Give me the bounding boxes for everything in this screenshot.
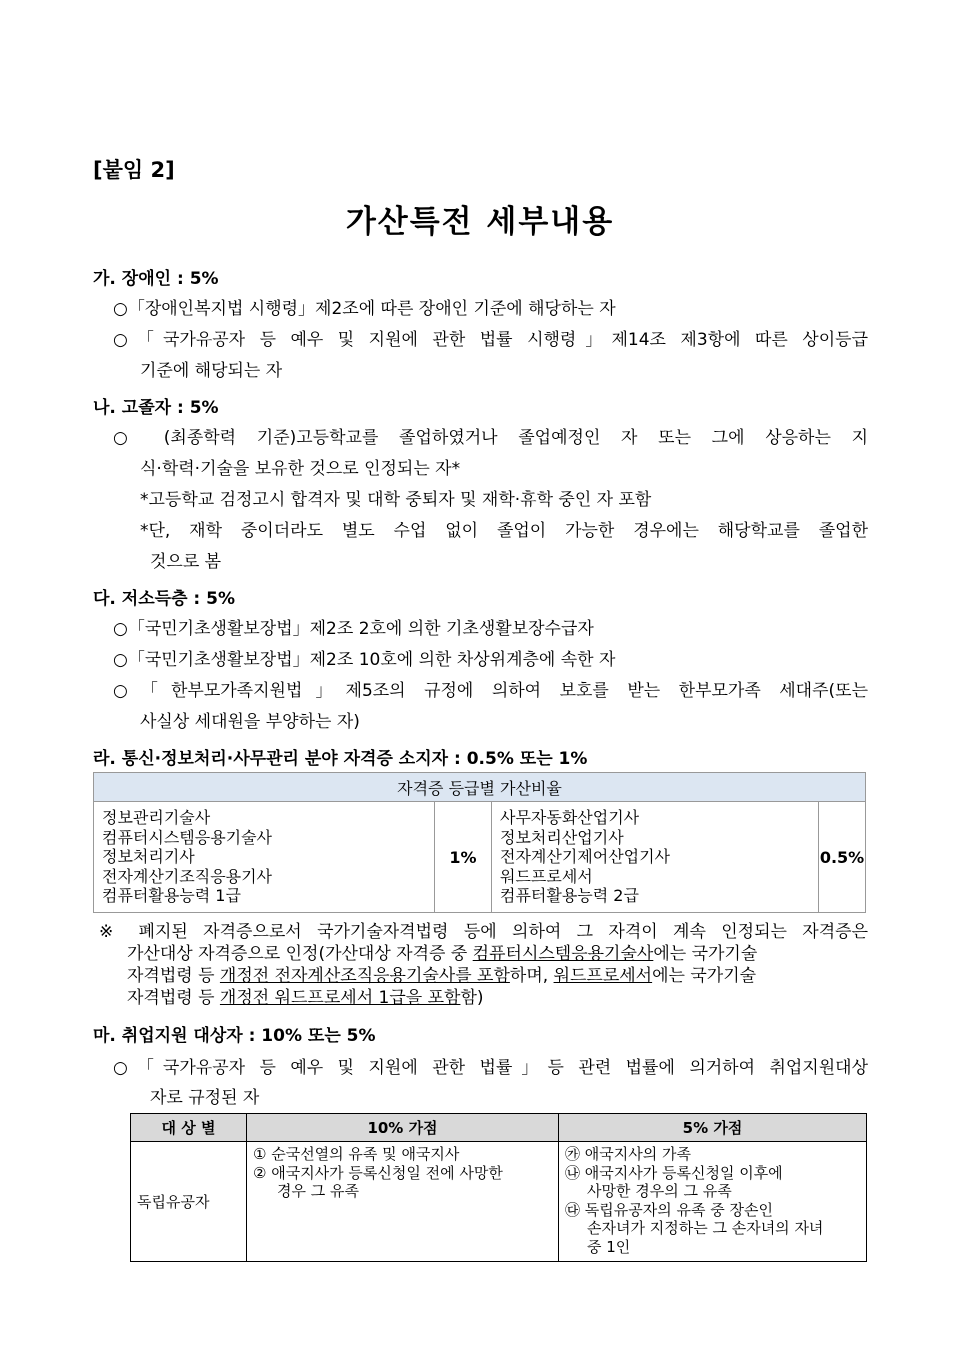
section-disabled-heading: 가. 장애인 : 5% [93,269,219,289]
note-line: 자격법령 등 개정전 전자계산조직응용기술사를 포함하며, 워드프로세서에는 국가기술 [127,966,757,986]
list-item: ○ (최종학력 기준)고등학교를 졸업하였거나 졸업예정인 자 또는 그에 상응하는 지 [113,428,868,448]
list-item-continuation: 기준에 해당되는 자 [140,361,283,381]
list-item: ○「국민기초생활보장법」제2조 10호에 의한 차상위계층에 속한 자 [113,650,616,670]
list-item: 사무자동화산업기사 [500,808,640,828]
certificate-list-05pct [492,802,819,913]
list-item: ○「국민기초생활보장법」제2조 2호에 의한 기초생활보장수급자 [113,619,594,639]
section-highschool-heading: 나. 고졸자 : 5% [93,398,219,418]
section-low-income-heading: 다. 저소득층 : 5% [93,589,235,609]
section-certificate-heading: 라. 통신·정보처리·사무관리 분야 자격증 소지자 : 0.5% 또는 1% [93,749,588,769]
list-item: 정보처리기사 [102,847,195,867]
list-item: 전자계산기조직응용기사 [102,866,273,886]
footnote: *고등학교 검정고시 합격자 및 대학 중퇴자 및 재학·휴학 중인 자 포함 [140,490,652,510]
note-line: 가산대상 자격증으로 인정(가산대상 자격증 중 컴퓨터시스템응용기술사에는 국가기술 [127,944,758,964]
footnote-continuation: 것으로 봄 [150,552,222,572]
note-line: ※ 폐지된 자격증으로서 국가기술자격법령 등에 의하여 그 자격이 계속 인정되는 자격증은 [99,922,868,942]
list-item: 컴퓨터활용능력 1급 [102,886,241,906]
table-line: 경우 그 유족 [277,1182,359,1200]
attachment-label: [붙임 2] [93,158,175,182]
column-header: 대 상 별 [131,1114,247,1142]
list-item-continuation: 자로 규정된 자 [150,1088,260,1108]
rate-1pct: 1% [435,802,492,913]
list-item: ○「장애인복지법 시행령」제2조에 따른 장애인 기준에 해당하는 자 [113,299,616,319]
table-line: 사망한 경우의 그 유족 [587,1182,732,1200]
list-item: ○「국가유공자 등 예우 및 지원에 관한 법률 시행령」제14조 제3항에 따른 상이등급 [113,330,868,350]
table-line: ㉯ 애국지사가 등록신청일 이후에 [565,1163,783,1182]
certificate-table [93,772,866,913]
list-item: ○「국가유공자 등 예우 및 지원에 관한 법률」등 관련 법률에 의거하여 취업지원대상 [113,1058,868,1078]
table-line: ① 순국선열의 유족 및 애국지사 [253,1145,460,1163]
points-10pct-cell [247,1142,559,1262]
list-item: 정보처리산업기사 [500,827,624,847]
certificate-table-header: 자격증 등급별 가산비율 [94,773,866,802]
certificate-list-1pct [94,802,435,913]
category-cell: 독립유공자 [131,1142,247,1262]
list-item: ○「한부모가족지원법」제5조의 규정에 의하여 보호를 받는 한부모가족 세대주(또는 [113,681,868,701]
list-item: 컴퓨터시스템응용기술사 [102,827,273,847]
rate-05pct: 0.5% [819,802,866,913]
note-line: 자격법령 등 개정전 워드프로세서 1급을 포함함) [127,988,484,1008]
column-header: 5% 가점 [559,1114,867,1142]
table-line: ② 애국지사가 등록신청일 전에 사망한 [253,1163,503,1182]
list-item: 정보관리기술사 [102,808,211,828]
table-line: 중 1인 [587,1237,631,1256]
list-item-continuation: 식·학력·기술을 보유한 것으로 인정되는 자* [140,459,461,479]
points-5pct-cell [559,1142,867,1262]
section-employment-heading: 마. 취업지원 대상자 : 10% 또는 5% [93,1026,376,1046]
table-line: 손자녀가 지정하는 그 손자녀의 자녀 [587,1219,824,1237]
list-item: 전자계산기제어산업기사 [500,847,671,867]
list-item: 컴퓨터활용능력 2급 [500,886,639,906]
table-line: ㉰ 독립유공자의 유족 중 장손인 [565,1200,773,1219]
list-item-continuation: 사실상 세대원을 부양하는 자) [140,712,360,732]
employment-support-table [130,1113,867,1262]
column-header: 10% 가점 [247,1114,559,1142]
table-line: ㉮ 애국지사의 가족 [565,1145,691,1163]
list-item: 워드프로세서 [500,866,593,886]
footnote: *단, 재학 중이더라도 별도 수업 없이 졸업이 가능한 경우에는 해당학교를 졸업한 [140,521,868,541]
page-title: 가산특전 세부내용 [345,204,615,240]
